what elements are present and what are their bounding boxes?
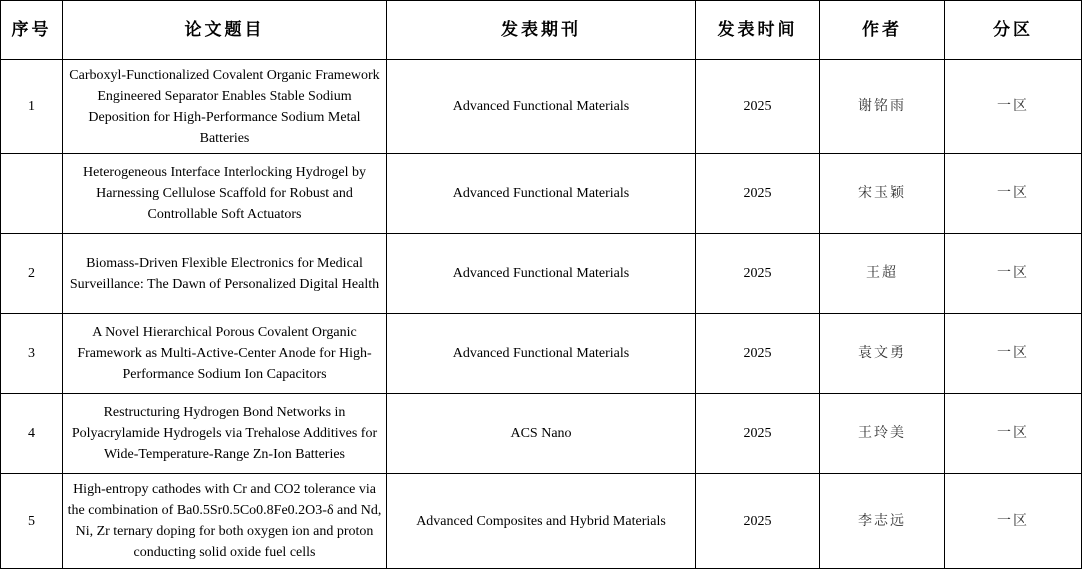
cell-index: 1 xyxy=(1,60,63,154)
header-zone: 分区 xyxy=(945,1,1082,60)
cell-zone: 一区 xyxy=(945,154,1082,234)
table-row xyxy=(1,474,1082,569)
cell-index: 2 xyxy=(1,234,63,314)
header-title: 论文题目 xyxy=(63,1,387,60)
header-year: 发表时间 xyxy=(696,1,820,60)
cell-author: 宋玉颖 xyxy=(820,154,945,234)
cell-journal: Advanced Composites and Hybrid Materials xyxy=(387,474,696,569)
cell-index xyxy=(1,154,63,234)
table-row xyxy=(1,234,1082,314)
cell-zone: 一区 xyxy=(945,60,1082,154)
cell-author: 王超 xyxy=(820,234,945,314)
cell-year: 2025 xyxy=(696,394,820,474)
table-row xyxy=(1,60,1082,154)
cell-author: 李志远 xyxy=(820,474,945,569)
cell-index: 5 xyxy=(1,474,63,569)
cell-title: Restructuring Hydrogen Bond Networks in Polyacrylamide Hydrogels via Trehalose Additives for Wide-Temperature-Range Zn-Ion Batteries xyxy=(63,394,387,474)
cell-author: 王玲美 xyxy=(820,394,945,474)
header-journal: 发表期刊 xyxy=(387,1,696,60)
cell-title: Carboxyl-Functionalized Covalent Organic Framework Engineered Separator Enables Stable Sodium Deposition for High-Performance Sodium Metal Batteries xyxy=(63,60,387,154)
cell-year: 2025 xyxy=(696,474,820,569)
cell-title: Heterogeneous Interface Interlocking Hydrogel by Harnessing Cellulose Scaffold for Robust and Controllable Soft Actuators xyxy=(63,154,387,234)
header-index: 序号 xyxy=(1,1,63,60)
cell-year: 2025 xyxy=(696,314,820,394)
cell-author: 袁文勇 xyxy=(820,314,945,394)
cell-year: 2025 xyxy=(696,154,820,234)
cell-journal: Advanced Functional Materials xyxy=(387,234,696,314)
cell-journal: Advanced Functional Materials xyxy=(387,60,696,154)
cell-zone: 一区 xyxy=(945,474,1082,569)
cell-index: 3 xyxy=(1,314,63,394)
cell-zone: 一区 xyxy=(945,394,1082,474)
cell-title: Biomass-Driven Flexible Electronics for Medical Surveillance: The Dawn of Personalized Digital Health xyxy=(63,234,387,314)
cell-author: 谢铭雨 xyxy=(820,60,945,154)
cell-journal: Advanced Functional Materials xyxy=(387,154,696,234)
cell-year: 2025 xyxy=(696,60,820,154)
cell-title: A Novel Hierarchical Porous Covalent Organic Framework as Multi-Active-Center Anode for High-Performance Sodium Ion Capacitors xyxy=(63,314,387,394)
cell-zone: 一区 xyxy=(945,234,1082,314)
cell-index: 4 xyxy=(1,394,63,474)
table-row xyxy=(1,394,1082,474)
header-row xyxy=(1,1,1082,60)
cell-journal: Advanced Functional Materials xyxy=(387,314,696,394)
cell-journal: ACS Nano xyxy=(387,394,696,474)
table-row xyxy=(1,314,1082,394)
cell-title: High-entropy cathodes with Cr and CO2 tolerance via the combination of Ba0.5Sr0.5Co0.8Fe0.2O3-δ and Nd, Ni, Zr ternary doping for both oxygen ion and proton conducting solid oxide fuel cells xyxy=(63,474,387,569)
cell-year: 2025 xyxy=(696,234,820,314)
cell-zone: 一区 xyxy=(945,314,1082,394)
header-author: 作者 xyxy=(820,1,945,60)
table-row xyxy=(1,154,1082,234)
